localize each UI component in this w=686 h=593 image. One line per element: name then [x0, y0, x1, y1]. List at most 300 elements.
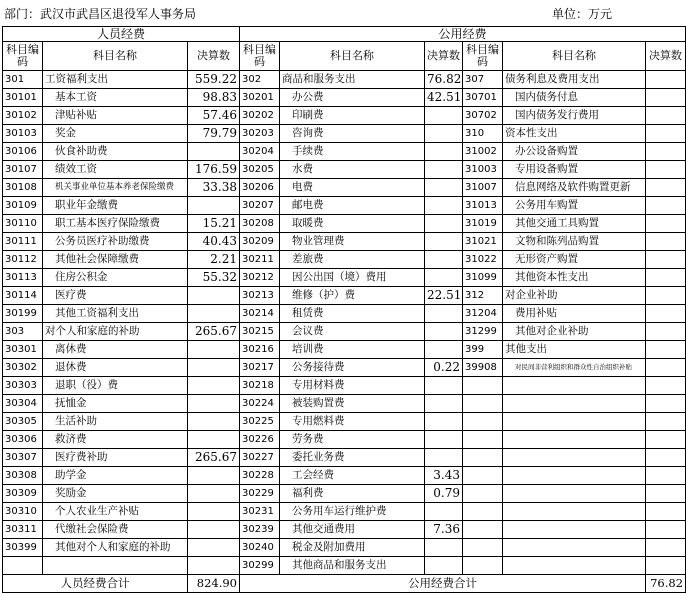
row-amount: [646, 305, 686, 323]
row-name: [503, 377, 646, 395]
row-code: 31007: [463, 179, 503, 197]
row-amount: 98.83: [188, 89, 240, 107]
row-amount: [646, 467, 686, 485]
personnel-total-value: 824.90: [188, 575, 240, 593]
row-code: 30224: [240, 395, 280, 413]
row-amount: [425, 215, 463, 233]
row-code: 30217: [240, 359, 280, 377]
totals-row: [3, 575, 686, 593]
table-row: [3, 251, 686, 269]
table-row: [3, 233, 686, 251]
row-code: 30199: [3, 305, 43, 323]
row-amount: [646, 323, 686, 341]
row-amount: [646, 125, 686, 143]
table-row: [3, 413, 686, 431]
row-code: 30307: [3, 449, 43, 467]
row-name: 医疗费: [43, 287, 188, 305]
row-code: 30301: [3, 341, 43, 359]
row-code: 30114: [3, 287, 43, 305]
row-name: 医疗费补助: [43, 449, 188, 467]
row-amount: [646, 413, 686, 431]
row-code: 302: [240, 71, 280, 89]
row-name: 福利费: [280, 485, 425, 503]
row-code: 30209: [240, 233, 280, 251]
row-code: 30231: [240, 503, 280, 521]
row-name: [503, 467, 646, 485]
row-code: 310: [463, 125, 503, 143]
row-name: 办公设备购置: [503, 143, 646, 161]
row-code: 30215: [240, 323, 280, 341]
section-header-row: [3, 27, 686, 42]
row-amount: [425, 197, 463, 215]
row-name: 国内债务发行费用: [503, 107, 646, 125]
row-amount: [646, 557, 686, 575]
row-name: 对民间非营利组织和群众性自治组织补贴: [503, 359, 646, 377]
row-code: 31204: [463, 305, 503, 323]
row-code: [463, 395, 503, 413]
row-code: 30306: [3, 431, 43, 449]
row-code: 31003: [463, 161, 503, 179]
row-code: 30113: [3, 269, 43, 287]
row-name: 委托业务费: [280, 449, 425, 467]
public-total-value: 76.82: [646, 575, 686, 593]
row-code: 30207: [240, 197, 280, 215]
row-amount: [646, 89, 686, 107]
table-row: [3, 179, 686, 197]
row-name: 国内债务付息: [503, 89, 646, 107]
row-amount: [646, 179, 686, 197]
row-code: 30107: [3, 161, 43, 179]
row-amount: [188, 413, 240, 431]
row-amount: [425, 125, 463, 143]
row-name: 离休费: [43, 341, 188, 359]
row-code: 30204: [240, 143, 280, 161]
table-row: [3, 359, 686, 377]
row-name: 公务用车购置: [503, 197, 646, 215]
row-name: 奖金: [43, 125, 188, 143]
row-name: 其他对企业补助: [503, 323, 646, 341]
row-code: [463, 431, 503, 449]
row-code: 30202: [240, 107, 280, 125]
row-code: 30701: [463, 89, 503, 107]
row-amount: [188, 485, 240, 503]
col-code-header: 科目编码: [240, 42, 280, 71]
row-name: 物业管理费: [280, 233, 425, 251]
row-code: 31099: [463, 269, 503, 287]
row-code: 30226: [240, 431, 280, 449]
row-code: 30101: [3, 89, 43, 107]
row-code: 30103: [3, 125, 43, 143]
table-row: [3, 539, 686, 557]
row-name: 资本性支出: [503, 125, 646, 143]
row-amount: 3.43: [425, 467, 463, 485]
table-row: [3, 521, 686, 539]
row-amount: 15.21: [188, 215, 240, 233]
row-code: 30206: [240, 179, 280, 197]
col-amount-header: 决算数: [425, 42, 463, 71]
row-amount: [646, 215, 686, 233]
row-name: 其他交通费用: [280, 521, 425, 539]
row-code: 31013: [463, 197, 503, 215]
row-amount: [188, 503, 240, 521]
table-row: [3, 449, 686, 467]
row-amount: 176.59: [188, 161, 240, 179]
row-name: 机关事业单位基本养老保险缴费: [43, 179, 188, 197]
table-row: [3, 431, 686, 449]
expense-table: [2, 26, 686, 593]
row-amount: [425, 431, 463, 449]
table-row: [3, 89, 686, 107]
row-name: 培训费: [280, 341, 425, 359]
row-name: 专用设备购置: [503, 161, 646, 179]
row-code: [3, 557, 43, 575]
row-name: 其他社会保障缴费: [43, 251, 188, 269]
row-name: 专用材料费: [280, 377, 425, 395]
row-name: [503, 539, 646, 557]
row-code: 30205: [240, 161, 280, 179]
row-code: [463, 413, 503, 431]
row-code: 30214: [240, 305, 280, 323]
row-amount: [425, 107, 463, 125]
row-amount: [188, 395, 240, 413]
row-name: 公务接待费: [280, 359, 425, 377]
row-code: 307: [463, 71, 503, 89]
row-code: 30240: [240, 539, 280, 557]
table-row: [3, 467, 686, 485]
row-amount: [188, 521, 240, 539]
row-amount: [425, 341, 463, 359]
row-amount: [646, 161, 686, 179]
row-name: 费用补贴: [503, 305, 646, 323]
row-name: 税金及附加费用: [280, 539, 425, 557]
row-amount: [646, 395, 686, 413]
table-body: [3, 71, 686, 575]
row-code: 31022: [463, 251, 503, 269]
row-amount: 7.36: [425, 521, 463, 539]
row-amount: [646, 449, 686, 467]
row-code: 30108: [3, 179, 43, 197]
row-name: 电费: [280, 179, 425, 197]
personnel-section-title: 人员经费: [3, 27, 240, 42]
table-row: [3, 71, 686, 89]
table-row: [3, 161, 686, 179]
row-amount: 33.38: [188, 179, 240, 197]
row-amount: [646, 251, 686, 269]
row-amount: [646, 269, 686, 287]
table-row: [3, 503, 686, 521]
row-name: 代缴社会保险费: [43, 521, 188, 539]
row-code: 30211: [240, 251, 280, 269]
row-name: 手续费: [280, 143, 425, 161]
row-name: 对企业补助: [503, 287, 646, 305]
public-total-label: 公用经费合计: [240, 575, 646, 593]
row-name: 咨询费: [280, 125, 425, 143]
row-name: 工资福利支出: [43, 71, 188, 89]
table-row: [3, 323, 686, 341]
row-amount: [425, 269, 463, 287]
row-name: 助学金: [43, 467, 188, 485]
row-name: 取暖费: [280, 215, 425, 233]
row-code: 30303: [3, 377, 43, 395]
row-name: 信息网络及软件购置更新: [503, 179, 646, 197]
row-code: 31002: [463, 143, 503, 161]
row-code: 30302: [3, 359, 43, 377]
row-name: 退休费: [43, 359, 188, 377]
table-row: [3, 341, 686, 359]
row-name: 无形资产购置: [503, 251, 646, 269]
row-amount: 0.79: [425, 485, 463, 503]
row-name: 伙食补助费: [43, 143, 188, 161]
row-name: 办公费: [280, 89, 425, 107]
row-name: 绩效工资: [43, 161, 188, 179]
row-amount: 40.43: [188, 233, 240, 251]
row-code: 30218: [240, 377, 280, 395]
row-amount: [646, 71, 686, 89]
row-amount: 559.22: [188, 71, 240, 89]
row-name: 职工基本医疗保险缴费: [43, 215, 188, 233]
row-name: 职业年金缴费: [43, 197, 188, 215]
row-amount: [425, 305, 463, 323]
row-amount: [188, 557, 240, 575]
row-amount: [646, 197, 686, 215]
row-name: 租赁费: [280, 305, 425, 323]
row-amount: [646, 377, 686, 395]
row-amount: [646, 485, 686, 503]
row-amount: [646, 233, 686, 251]
row-name: 基本工资: [43, 89, 188, 107]
row-amount: 79.79: [188, 125, 240, 143]
row-amount: [425, 323, 463, 341]
row-code: 30399: [3, 539, 43, 557]
row-amount: [188, 143, 240, 161]
row-code: 30109: [3, 197, 43, 215]
row-code: 31299: [463, 323, 503, 341]
row-name: 会议费: [280, 323, 425, 341]
row-code: 30702: [463, 107, 503, 125]
row-code: 31019: [463, 215, 503, 233]
table-row: [3, 485, 686, 503]
row-amount: 55.32: [188, 269, 240, 287]
table-row: [3, 557, 686, 575]
row-amount: [646, 521, 686, 539]
row-amount: [188, 539, 240, 557]
row-amount: [188, 377, 240, 395]
row-amount: [188, 305, 240, 323]
row-amount: 2.21: [188, 251, 240, 269]
row-name: 退职（役）费: [43, 377, 188, 395]
row-amount: [188, 467, 240, 485]
row-name: [503, 557, 646, 575]
row-code: 30201: [240, 89, 280, 107]
row-name: 被装购置费: [280, 395, 425, 413]
row-code: [463, 539, 503, 557]
col-name-header: 科目名称: [503, 42, 646, 71]
row-amount: [646, 287, 686, 305]
row-name: 其他工资福利支出: [43, 305, 188, 323]
table-row: [3, 125, 686, 143]
row-amount: [425, 179, 463, 197]
row-code: [463, 521, 503, 539]
row-name: 维修（护）费: [280, 287, 425, 305]
table-row: [3, 269, 686, 287]
row-amount: [188, 341, 240, 359]
row-amount: [425, 251, 463, 269]
row-name: 专用燃料费: [280, 413, 425, 431]
col-name-header: 科目名称: [43, 42, 188, 71]
row-name: 其他交通工具购置: [503, 215, 646, 233]
table-row: [3, 197, 686, 215]
row-code: 30311: [3, 521, 43, 539]
row-code: 30213: [240, 287, 280, 305]
row-amount: [425, 143, 463, 161]
table-row: [3, 215, 686, 233]
row-name: 文物和陈列品购置: [503, 233, 646, 251]
table-row: [3, 395, 686, 413]
row-amount: [646, 503, 686, 521]
column-header-row: [3, 42, 686, 71]
row-name: [503, 413, 646, 431]
row-code: 30203: [240, 125, 280, 143]
col-amount-header: 决算数: [646, 42, 686, 71]
row-amount: 22.51: [425, 287, 463, 305]
row-amount: 42.51: [425, 89, 463, 107]
report-header: [0, 0, 647, 26]
row-name: 其他支出: [503, 341, 646, 359]
row-code: 303: [3, 323, 43, 341]
row-name: [503, 395, 646, 413]
row-code: 30212: [240, 269, 280, 287]
row-code: [463, 557, 503, 575]
table-row: [3, 287, 686, 305]
row-code: 31021: [463, 233, 503, 251]
row-code: 30102: [3, 107, 43, 125]
row-code: 30310: [3, 503, 43, 521]
row-code: 30229: [240, 485, 280, 503]
row-name: 住房公积金: [43, 269, 188, 287]
row-name: 工会经费: [280, 467, 425, 485]
row-code: [463, 485, 503, 503]
table-row: [3, 107, 686, 125]
row-name: 奖励金: [43, 485, 188, 503]
row-name: 债务利息及费用支出: [503, 71, 646, 89]
table-row: [3, 143, 686, 161]
row-amount: 76.82: [425, 71, 463, 89]
row-name: [503, 521, 646, 539]
row-name: [503, 485, 646, 503]
col-code-header: 科目编码: [463, 42, 503, 71]
table-row: [3, 305, 686, 323]
row-amount: [425, 233, 463, 251]
row-code: 30304: [3, 395, 43, 413]
row-name: 水费: [280, 161, 425, 179]
row-amount: [646, 539, 686, 557]
row-code: 30308: [3, 467, 43, 485]
row-name: 其他资本性支出: [503, 269, 646, 287]
row-name: [503, 431, 646, 449]
row-code: 301: [3, 71, 43, 89]
personnel-total-label: 人员经费合计: [3, 575, 188, 593]
row-amount: [646, 107, 686, 125]
row-name: 邮电费: [280, 197, 425, 215]
row-amount: [425, 503, 463, 521]
row-code: 30305: [3, 413, 43, 431]
row-amount: [425, 413, 463, 431]
row-code: 30112: [3, 251, 43, 269]
col-code-header: 科目编码: [3, 42, 43, 71]
row-amount: 0.22: [425, 359, 463, 377]
row-amount: [646, 431, 686, 449]
row-name: 公务用车运行维护费: [280, 503, 425, 521]
row-amount: [646, 359, 686, 377]
row-amount: [188, 197, 240, 215]
row-code: 399: [463, 341, 503, 359]
row-code: 30228: [240, 467, 280, 485]
row-name: 个人农业生产补贴: [43, 503, 188, 521]
row-code: 30216: [240, 341, 280, 359]
row-code: 30227: [240, 449, 280, 467]
department-label: 部门：武汉市武昌区退役军人事务局: [4, 7, 197, 21]
row-name: 因公出国（境）费用: [280, 269, 425, 287]
row-amount: [425, 395, 463, 413]
row-amount: 57.46: [188, 107, 240, 125]
row-code: [463, 449, 503, 467]
row-name: 公务员医疗补助缴费: [43, 233, 188, 251]
col-amount-header: 决算数: [188, 42, 240, 71]
row-name: [43, 557, 188, 575]
table-row: [3, 377, 686, 395]
row-code: [463, 377, 503, 395]
row-name: 印刷费: [280, 107, 425, 125]
row-amount: 265.67: [188, 323, 240, 341]
row-name: 商品和服务支出: [280, 71, 425, 89]
row-code: 39908: [463, 359, 503, 377]
row-amount: [188, 359, 240, 377]
row-code: [463, 467, 503, 485]
row-name: 差旅费: [280, 251, 425, 269]
row-code: 312: [463, 287, 503, 305]
row-amount: [188, 431, 240, 449]
row-name: 津贴补贴: [43, 107, 188, 125]
row-amount: [188, 287, 240, 305]
row-name: 生活补助: [43, 413, 188, 431]
row-name: 抚恤金: [43, 395, 188, 413]
row-amount: [425, 161, 463, 179]
row-name: 其他商品和服务支出: [280, 557, 425, 575]
row-amount: [425, 449, 463, 467]
row-code: 30110: [3, 215, 43, 233]
row-name: [503, 449, 646, 467]
row-code: 30309: [3, 485, 43, 503]
row-amount: [646, 143, 686, 161]
unit-label: 单位：万元: [552, 7, 613, 21]
row-code: 30225: [240, 413, 280, 431]
row-code: 30106: [3, 143, 43, 161]
row-code: [463, 503, 503, 521]
row-amount: [425, 539, 463, 557]
col-name-header: 科目名称: [280, 42, 425, 71]
public-section-title: 公用经费: [240, 27, 686, 42]
row-name: [503, 503, 646, 521]
row-name: 救济费: [43, 431, 188, 449]
row-amount: [425, 557, 463, 575]
row-code: 30239: [240, 521, 280, 539]
row-code: 30208: [240, 215, 280, 233]
row-name: 其他对个人和家庭的补助: [43, 539, 188, 557]
row-code: 30299: [240, 557, 280, 575]
row-amount: 265.67: [188, 449, 240, 467]
row-amount: [425, 377, 463, 395]
row-name: 劳务费: [280, 431, 425, 449]
